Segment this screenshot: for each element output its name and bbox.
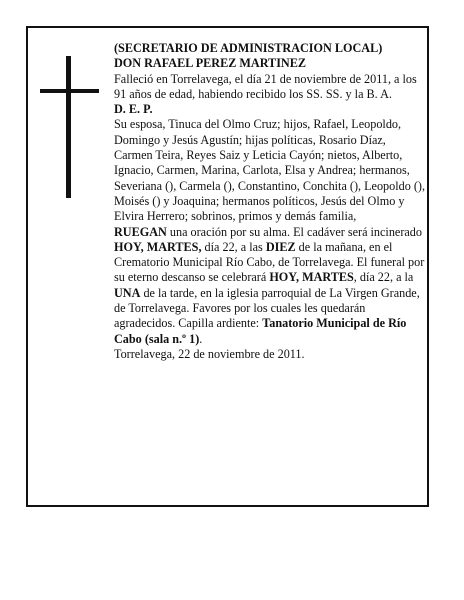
header-title: (SECRETARIO DE ADMINISTRACION LOCAL) <box>114 41 383 55</box>
request-text-3: de la mañana, en el Crematorio Municipal Río Cabo, de Torrelavega. El funeral por su eterno descanso se celebrará <box>114 239 425 285</box>
place-date: Torrelavega, 22 de noviembre de 2011. <box>114 346 305 361</box>
ruegan-label: RUEGAN <box>114 224 167 239</box>
request-text-4: , día 22, a la <box>353 270 414 285</box>
obituary-notice <box>26 26 429 507</box>
request-paragraph <box>114 225 426 347</box>
death-statement: Falleció en Torrelavega, el día 21 de noviembre de 2011, a los 91 años de edad, habiendo recibido los SS. SS. y la B. A. <box>114 71 417 101</box>
notice-text <box>114 41 426 362</box>
cross-icon <box>40 56 100 198</box>
request-text-6: . <box>199 331 203 346</box>
request-text-1: una oración por su alma. El cadáver será incinerado <box>166 224 422 239</box>
dep-label: D. E. P. <box>114 102 153 117</box>
chapel-location: Tanatorio Municipal de Río Cabo (sala n.º 1) <box>114 316 407 346</box>
request-text-5: de la tarde, en la iglesia parroquial de La Virgen Grande, de Torrelavega. Favores por los cuales les quedarán agradecidos. Capilla ardiente: <box>114 285 420 331</box>
cross-horizontal-bar <box>40 89 99 93</box>
cremation-hour: DIEZ <box>265 239 296 254</box>
request-text-2: día 22, a las <box>201 239 266 254</box>
funeral-day: HOY, MARTES <box>269 270 354 285</box>
cross-vertical-bar <box>66 56 71 198</box>
funeral-hour: UNA <box>114 285 141 300</box>
family-list: Su esposa, Tinuca del Olmo Cruz; hijos, Rafael, Leopoldo, Domingo y Jesús Agustín; hijas políticas, Rosario Díaz, Carmen Teira, Reyes Saiz y Leticia Cayón; nietos, Alberto, Ignacio, Carmen, Marina, Carlota, Elsa y Andrea; hermanos, Severiana (), Carmela (), Constantino, Conchita (), Leopoldo (), Moisés () y Joaquina; hermanos políticos, Jesús del Olmo y Elvira Herrero; sobrinos, primos y demás familia, <box>114 117 426 224</box>
deceased-name: DON RAFAEL PEREZ MARTINEZ <box>114 56 306 71</box>
cremation-day: HOY, MARTES, <box>114 239 202 254</box>
